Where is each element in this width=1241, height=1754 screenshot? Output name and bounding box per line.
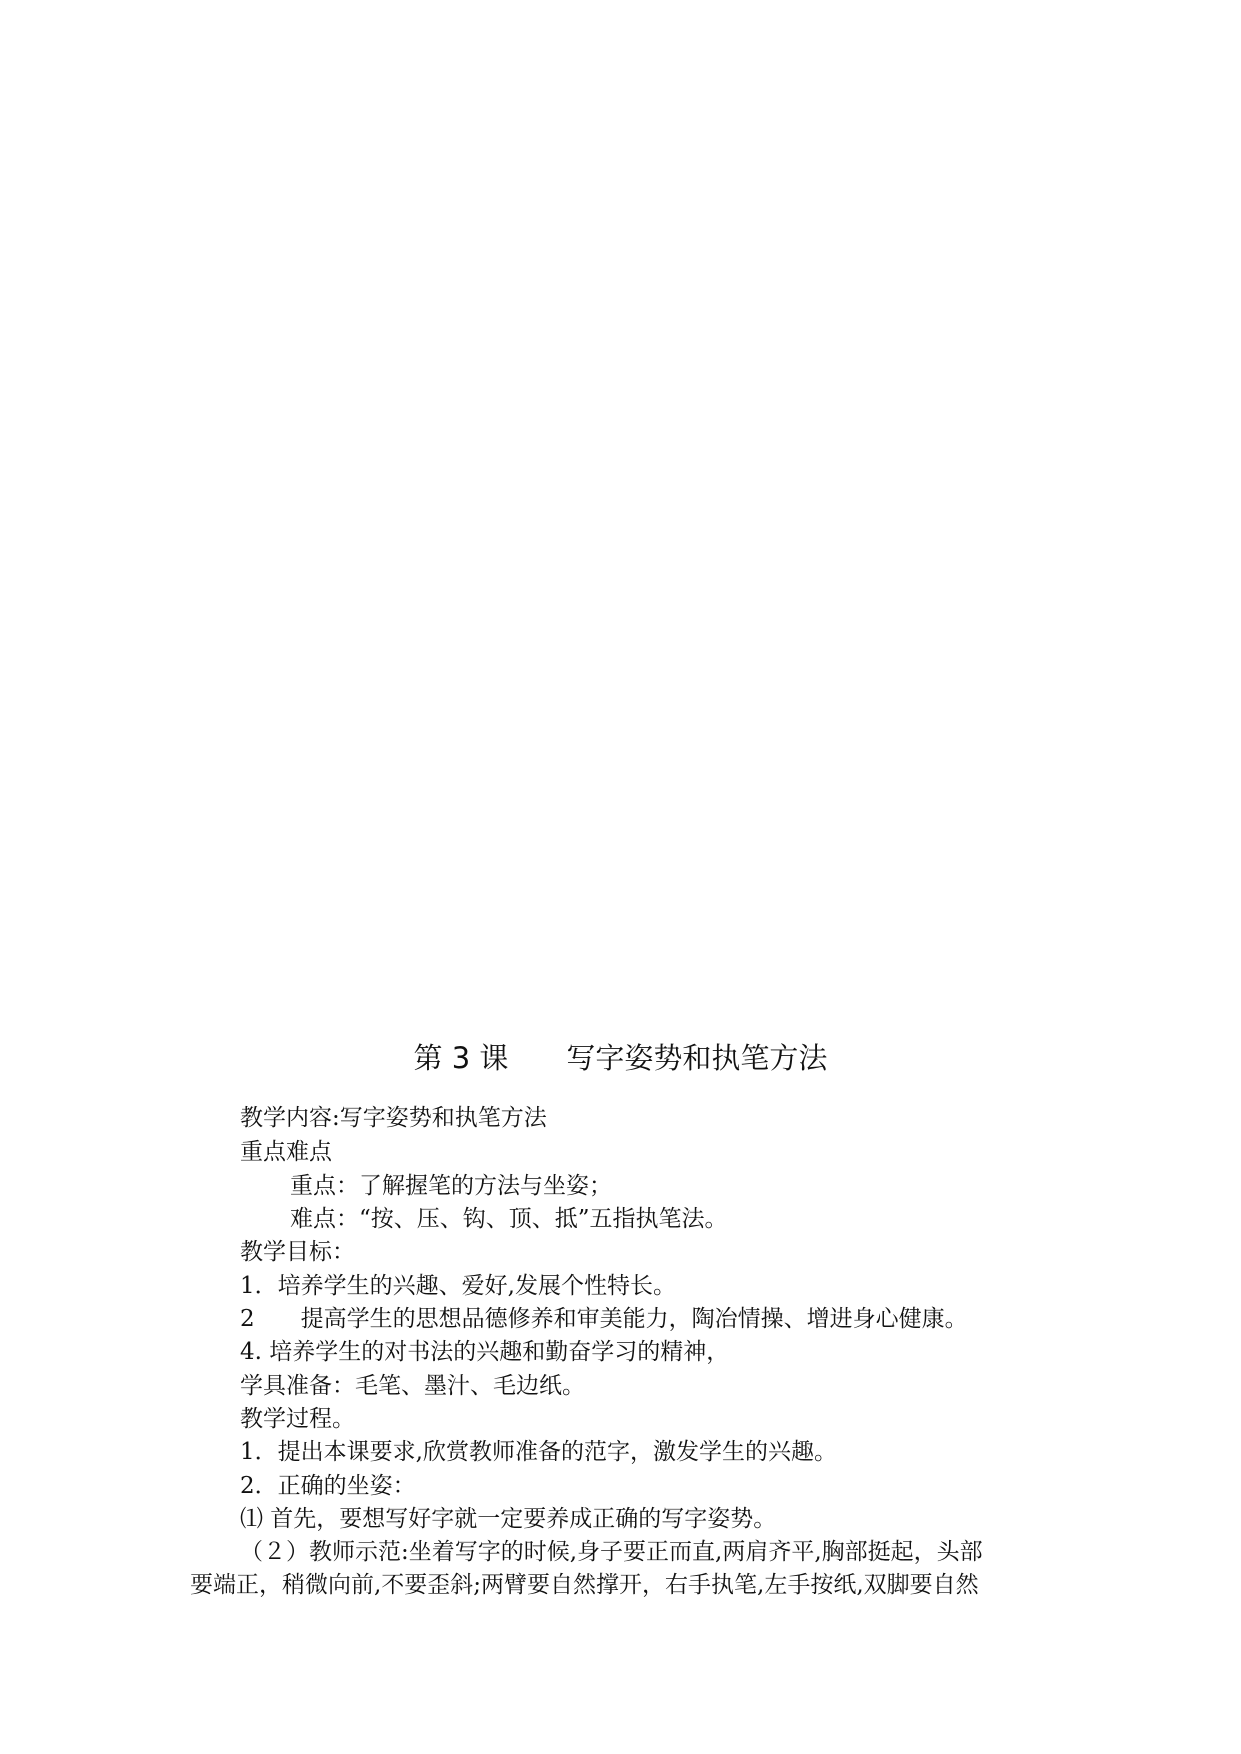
key-difficulty-heading: 重点难点: [240, 1139, 332, 1165]
materials-line: 学具准备：毛笔、墨汁、毛边纸。: [240, 1373, 585, 1399]
posture-point-2-continued: 要端正，稍微向前,不要歪斜;两臂要自然撑开，右手执笔,左手按纸,双脚要自然: [190, 1572, 979, 1598]
key-point-line: 重点：了解握笔的方法与坐姿；: [290, 1173, 612, 1199]
goal-item-1: 1．培养学生的兴趣、爱好,发展个性特长。: [240, 1273, 676, 1299]
posture-point-2: （２）教师示范:坐着写字的时候,身子要正而直,两肩齐平,胸部挺起，头部: [240, 1539, 983, 1565]
difficulty-line: 难点：“按、压、钩、顶、抵”五指执笔法。: [290, 1206, 728, 1232]
goal-item-2: 2 提高学生的思想品德修养和审美能力，陶冶情操、增进身心健康。: [240, 1306, 968, 1332]
posture-point-1: ⑴ 首先，要想写好字就一定要养成正确的写字姿势。: [240, 1506, 777, 1532]
teaching-goals-heading: 教学目标：: [240, 1239, 355, 1265]
teaching-process-heading: 教学过程。: [240, 1406, 355, 1432]
process-step-2: 2．正确的坐姿：: [240, 1473, 416, 1499]
process-step-1: 1．提出本课要求,欣赏教师准备的范字，激发学生的兴趣。: [240, 1439, 837, 1465]
teaching-content-line: 教学内容:写字姿势和执笔方法: [240, 1105, 547, 1131]
lesson-title: 第 3 课 写字姿势和执笔方法: [413, 1041, 828, 1075]
goal-item-4: 4. 培养学生的对书法的兴趣和勤奋学习的精神，: [240, 1339, 730, 1365]
